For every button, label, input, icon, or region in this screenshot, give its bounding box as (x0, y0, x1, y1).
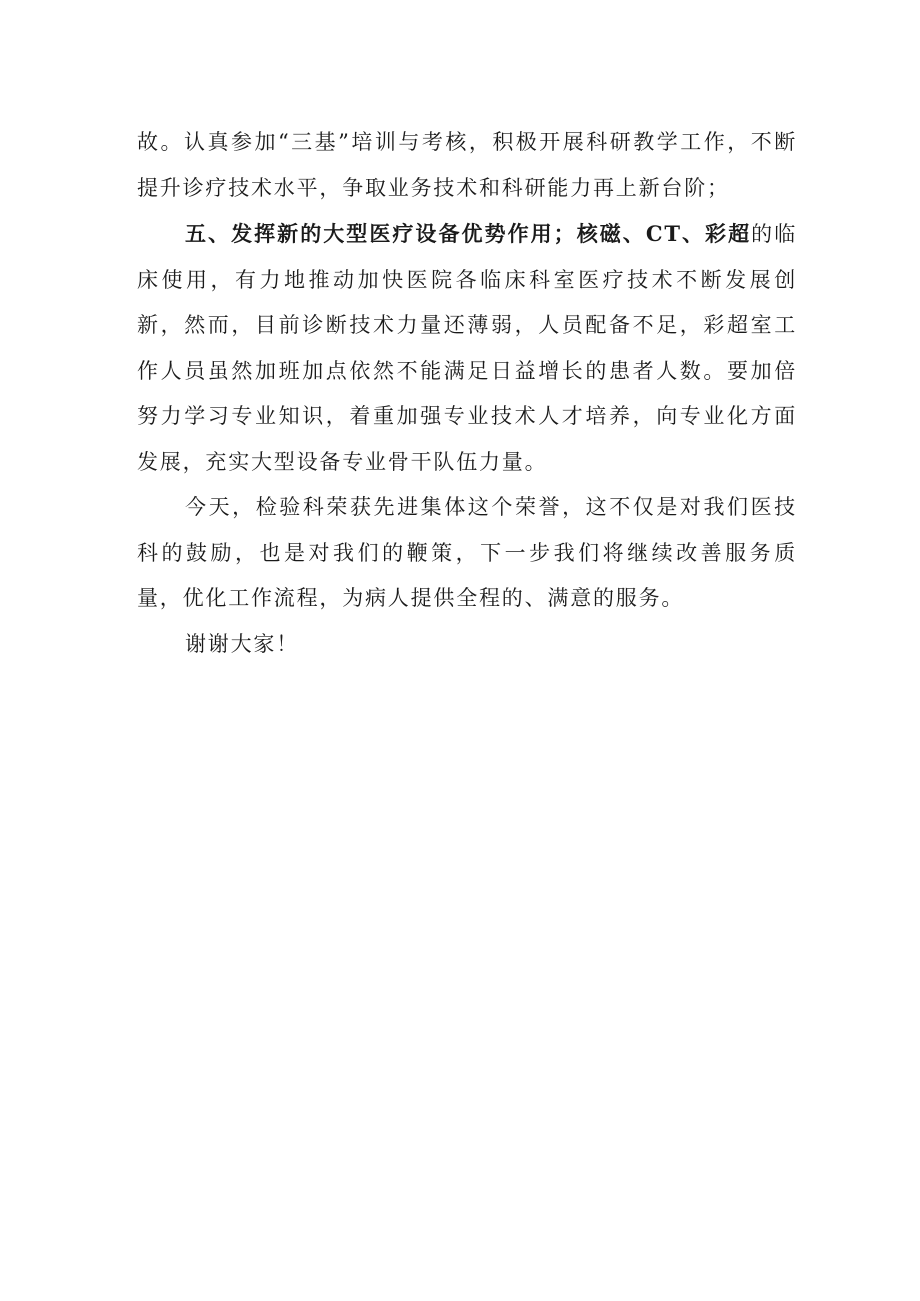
paragraph-text: 的临床使用，有力地推动加快医院各临床科室医疗技术不断发展创新，然而，目前诊断技术力量还薄弱，人员配备不足，彩超室工作人员虽然加班加点依然不能满足日益增长的患者人数。要加倍努力学习专业知识，着重加强专业技术人才培养，向专业化方面发展，充实大型设备专业骨干队伍力量。 (137, 222, 797, 474)
paragraph-continuation (137, 120, 797, 211)
paragraph-item-five (137, 211, 797, 485)
paragraph-closing (137, 622, 797, 668)
document-body (137, 120, 797, 667)
closing-thanks: 谢谢大家！ (185, 631, 299, 656)
paragraph-text: 故。认真参加“三基”培训与考核，积极开展科研教学工作，不断提升诊疗技术水平，争取业务技术和科研能力再上新台阶； (137, 130, 797, 200)
paragraph-text: 今天，检验科荣获先进集体这个荣誉，这不仅是对我们医技科的鼓励，也是对我们的鞭策，下一步我们将继续改善服务质量，优化工作流程，为病人提供全程的、满意的服务。 (137, 495, 797, 610)
item-five-heading: 五、发挥新的大型医疗设备优势作用；核磁、CT、彩超 (185, 221, 752, 246)
paragraph-honor (137, 485, 797, 622)
